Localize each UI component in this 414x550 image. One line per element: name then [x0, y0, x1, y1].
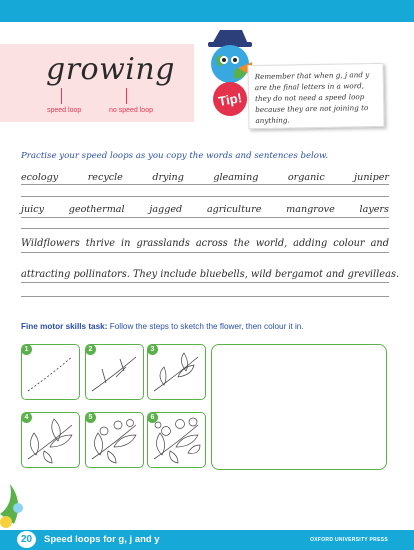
practice-word: layers: [359, 204, 389, 215]
step-number: 5: [85, 412, 96, 423]
drawing-area: [211, 344, 387, 470]
step-4-panel: [21, 412, 80, 468]
practice-sentence: Wildflowers thrive in grasslands across the world, adding colour and: [21, 238, 389, 249]
tip-card: [247, 63, 384, 129]
no-speed-loop-arrow: [126, 88, 127, 104]
practice-word: juicy: [21, 204, 45, 215]
practice-word: drying: [152, 172, 184, 183]
flower-sketch-step-2-icon: [86, 345, 143, 399]
step-2-panel: [85, 344, 144, 400]
no-speed-loop-label: no speed loop: [109, 107, 153, 114]
practice-word: juniper: [354, 172, 389, 183]
step-1-panel: [21, 344, 80, 400]
tip-badge: Tip!: [210, 79, 249, 118]
flower-decoration-icon: [0, 484, 26, 534]
step-3-panel: [147, 344, 206, 400]
flower-sketch-step-1-icon: [22, 345, 79, 399]
step-number: 6: [147, 412, 158, 423]
practice-word: mangrove: [286, 204, 335, 215]
practice-word: gleaming: [213, 172, 259, 183]
word-row-1: [21, 167, 389, 195]
practice-word: agriculture: [206, 204, 262, 215]
writing-line: [21, 217, 389, 218]
flower-sketch-step-4-icon: [22, 413, 79, 467]
step-6-panel: [147, 412, 206, 468]
practice-word: organic: [287, 172, 325, 183]
step-number: 4: [21, 412, 32, 423]
writing-line: [21, 228, 389, 229]
writing-line: [21, 282, 389, 283]
step-number: 3: [147, 344, 158, 355]
writing-line: [21, 184, 389, 185]
fine-motor-label: Fine motor skills task:: [21, 322, 108, 331]
fine-motor-instructions: [21, 322, 304, 331]
fine-motor-text: Follow the steps to sketch the flower, then colour it in.: [109, 322, 304, 331]
speed-loop-label: speed loop: [47, 107, 82, 114]
writing-line: [21, 196, 389, 197]
sentence-row-1: [21, 233, 389, 261]
practice-instructions: Practise your speed loops as you copy the words and sentences below.: [21, 151, 329, 161]
flower-sketch-step-5-icon: [86, 413, 143, 467]
flower-sketch-step-3-icon: [148, 345, 205, 399]
practice-word: recycle: [87, 172, 123, 183]
page-number: 20: [17, 531, 36, 548]
speed-loop-arrow: [61, 88, 62, 104]
footer-title: Speed loops for g, j and y: [44, 534, 160, 545]
sentence-row-2: [21, 264, 400, 292]
step-5-panel: [85, 412, 144, 468]
copy-row: [21, 296, 389, 324]
practice-word: ecology: [21, 172, 59, 183]
writing-line: [21, 296, 389, 297]
writing-line: [21, 252, 389, 253]
practice-word: geothermal: [68, 204, 125, 215]
step-number: 1: [21, 344, 32, 355]
step-number: 2: [85, 344, 96, 355]
example-word: growing: [46, 52, 175, 87]
publisher-name: OXFORD UNIVERSITY PRESS: [310, 537, 388, 543]
practice-sentence: attracting pollinators. They include bluebells, wild bergamot and grevilleas.: [21, 269, 400, 280]
header-band: [0, 0, 414, 22]
practice-word: jagged: [149, 204, 183, 215]
flower-sketch-step-6-icon: [148, 413, 205, 467]
tip-text: Remember that when g, j and y are the final letters in a word, they do not need a speed loop because they are not joining to anything.: [254, 70, 370, 126]
word-row-2: [21, 199, 389, 227]
